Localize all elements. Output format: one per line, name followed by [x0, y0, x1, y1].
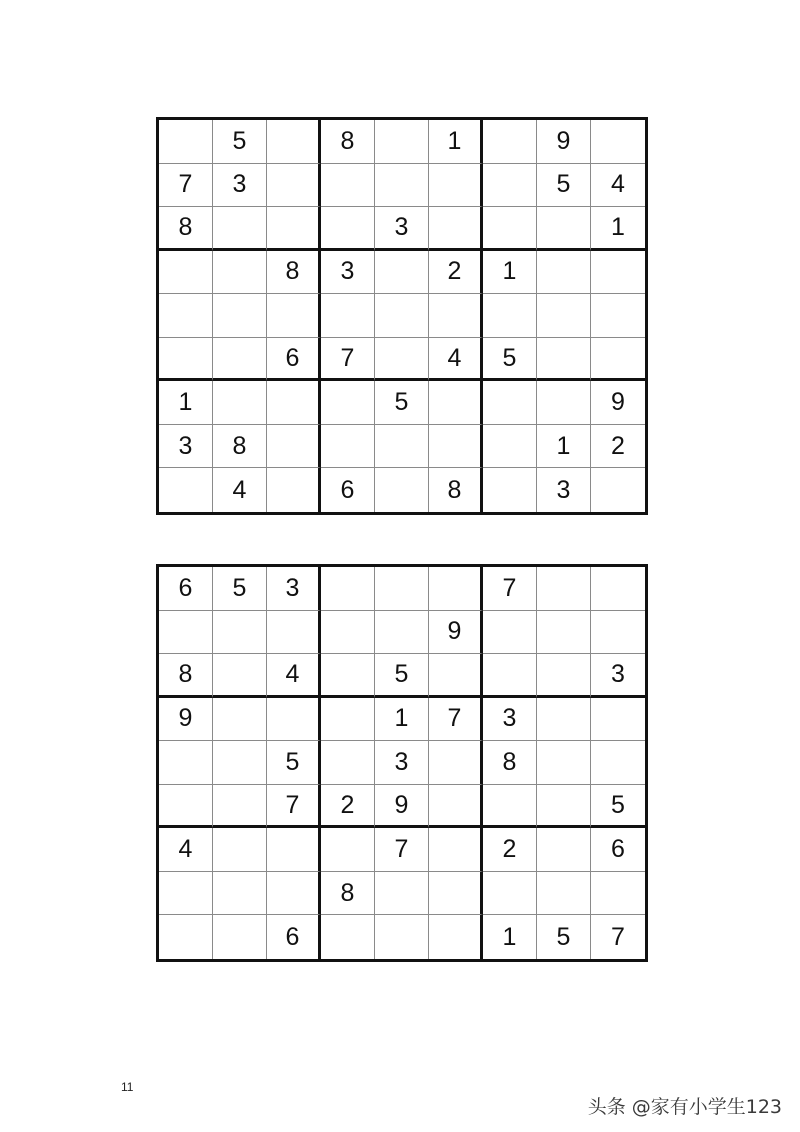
sudoku-cell: 5 [213, 567, 267, 611]
sudoku-cell [375, 120, 429, 164]
sudoku-cell: 5 [537, 164, 591, 208]
sudoku-cell [591, 698, 645, 742]
sudoku-grid-2 [156, 564, 648, 962]
sudoku-cell [159, 338, 213, 382]
sudoku-cell [375, 468, 429, 512]
sudoku-cell [375, 425, 429, 469]
sudoku-cell [591, 567, 645, 611]
sudoku-cell: 4 [159, 828, 213, 872]
sudoku-cell [213, 338, 267, 382]
sudoku-cell [321, 207, 375, 251]
sudoku-cell [321, 611, 375, 655]
sudoku-cell [321, 698, 375, 742]
sudoku-cell [537, 741, 591, 785]
sudoku-cell [375, 164, 429, 208]
sudoku-cell [321, 425, 375, 469]
sudoku-cell: 9 [591, 381, 645, 425]
sudoku-cell: 8 [321, 120, 375, 164]
sudoku-cell [429, 567, 483, 611]
sudoku-cell: 2 [591, 425, 645, 469]
sudoku-cell [483, 294, 537, 338]
sudoku-cell [429, 654, 483, 698]
sudoku-cell: 1 [375, 698, 429, 742]
sudoku-cell: 9 [537, 120, 591, 164]
sudoku-cell: 7 [611, 922, 625, 951]
sudoku-cell [483, 468, 537, 512]
sudoku-cell [213, 381, 267, 425]
sudoku-cell: 7 [375, 828, 429, 872]
sudoku-cell: 8 [429, 468, 483, 512]
sudoku-cell: 3 [267, 567, 321, 611]
sudoku-cell [375, 611, 429, 655]
sudoku-cell [267, 207, 321, 251]
sudoku-cell [267, 828, 321, 872]
sudoku-cell: 7 [159, 164, 213, 208]
sudoku-cell: 5 [483, 338, 537, 382]
sudoku-cell [591, 468, 645, 512]
sudoku-cell: 6 [267, 338, 321, 382]
sudoku-cell: 8 [159, 654, 213, 698]
sudoku-cell [483, 120, 537, 164]
sudoku-cell: 5 [375, 381, 429, 425]
sudoku-cell [159, 251, 213, 295]
sudoku-cell [375, 338, 429, 382]
sudoku-cell [591, 294, 645, 338]
sudoku-cell [429, 207, 483, 251]
sudoku-cell [213, 915, 267, 959]
sudoku-cell [483, 785, 537, 829]
sudoku-cell: 4 [213, 468, 267, 512]
sudoku-cell [483, 207, 537, 251]
sudoku-cell [213, 785, 267, 829]
sudoku-cell: 6 [159, 567, 213, 611]
sudoku-cell: 3 [591, 654, 645, 698]
sudoku-cell [537, 698, 591, 742]
sudoku-cell [429, 915, 483, 959]
sudoku-cell [213, 654, 267, 698]
sudoku-cell [267, 294, 321, 338]
sudoku-cell [483, 164, 537, 208]
sudoku-cell [213, 828, 267, 872]
sudoku-cell [537, 251, 591, 295]
sudoku-cell: 3 [321, 251, 375, 295]
sudoku-cell [483, 425, 537, 469]
sudoku-cell: 7 [321, 338, 375, 382]
sudoku-cell [267, 468, 321, 512]
sudoku-cell [537, 872, 591, 916]
sudoku-cell [429, 164, 483, 208]
sudoku-grid-1 [156, 117, 648, 515]
sudoku-cell [321, 915, 375, 959]
sudoku-cell: 6 [591, 828, 645, 872]
sudoku-cell [213, 872, 267, 916]
sudoku-cell: 1 [429, 120, 483, 164]
sudoku-cell [267, 698, 321, 742]
sudoku-cell: 5 [267, 741, 321, 785]
sudoku-cell: 1 [591, 207, 645, 251]
sudoku-cell: 3 [213, 164, 267, 208]
sudoku-cell [375, 915, 429, 959]
sudoku-cell: 8 [483, 741, 537, 785]
sudoku-cell [321, 164, 375, 208]
sudoku-cell [483, 872, 537, 916]
sudoku-cell: 1 [159, 381, 213, 425]
sudoku-cell [267, 381, 321, 425]
sudoku-cell [321, 741, 375, 785]
sudoku-cell [537, 207, 591, 251]
sudoku-cell: 1 [483, 251, 537, 295]
sudoku-cell [321, 567, 375, 611]
sudoku-cell [429, 425, 483, 469]
sudoku-cell [483, 654, 537, 698]
sudoku-cell: 6 [321, 468, 375, 512]
sudoku-cell [537, 654, 591, 698]
sudoku-cell [321, 828, 375, 872]
sudoku-cell [321, 654, 375, 698]
sudoku-cell [429, 828, 483, 872]
sudoku-cell [213, 294, 267, 338]
sudoku-cell [429, 294, 483, 338]
sudoku-cell [213, 207, 267, 251]
sudoku-cell [537, 785, 591, 829]
sudoku-cell [213, 251, 267, 295]
sudoku-cell [375, 251, 429, 295]
sudoku-cell: 3 [537, 468, 591, 512]
sudoku-cell [483, 381, 537, 425]
sudoku-cell: 2 [429, 251, 483, 295]
sudoku-cell [591, 872, 645, 916]
sudoku-cell [537, 611, 591, 655]
sudoku-cell [159, 872, 213, 916]
sudoku-cell: 3 [483, 698, 537, 742]
sudoku-cell [159, 741, 213, 785]
sudoku-cell: 3 [375, 741, 429, 785]
sudoku-cell [375, 294, 429, 338]
sudoku-cell [591, 338, 645, 382]
sudoku-cell [213, 741, 267, 785]
sudoku-cell [159, 611, 213, 655]
sudoku-cell: 7 [483, 567, 537, 611]
sudoku-cell: 3 [159, 425, 213, 469]
sudoku-cell: 8 [159, 207, 213, 251]
page-number: 11 [121, 1080, 134, 1094]
sudoku-cell: 8 [213, 425, 267, 469]
sudoku-cell [159, 120, 213, 164]
sudoku-cell [591, 741, 645, 785]
sudoku-cell [159, 294, 213, 338]
sudoku-cell: 8 [267, 251, 321, 295]
sudoku-cell: 9 [159, 698, 213, 742]
sudoku-cell [213, 611, 267, 655]
sudoku-cell [537, 828, 591, 872]
sudoku-cell [537, 381, 591, 425]
sudoku-cell: 5 [213, 120, 267, 164]
sudoku-cell: 4 [267, 654, 321, 698]
sudoku-cell: 7 [267, 785, 321, 829]
sudoku-cell [537, 294, 591, 338]
sudoku-cell: 5 [375, 654, 429, 698]
sudoku-cell [429, 872, 483, 916]
sudoku-cell: 4 [429, 338, 483, 382]
sudoku-cell: 7 [429, 698, 483, 742]
sudoku-cell [267, 872, 321, 916]
sudoku-cell: 6 [267, 915, 321, 959]
sudoku-cell: 4 [591, 164, 645, 208]
sudoku-cell [267, 425, 321, 469]
sudoku-cell [591, 251, 645, 295]
sudoku-cell [321, 294, 375, 338]
sudoku-cell: 5 [537, 915, 591, 959]
sudoku-cell [591, 611, 645, 655]
sudoku-cell [591, 120, 645, 164]
sudoku-cell [267, 611, 321, 655]
sudoku-cell: 9 [429, 611, 483, 655]
sudoku-cell [267, 164, 321, 208]
watermark: 头条 @家有小学生123 [587, 1096, 782, 1118]
sudoku-cell: 9 [375, 785, 429, 829]
sudoku-cell [375, 567, 429, 611]
sudoku-cell [429, 381, 483, 425]
sudoku-cell [537, 338, 591, 382]
sudoku-cell: 2 [321, 785, 375, 829]
sudoku-cell: 1 [483, 915, 537, 959]
sudoku-cell [537, 567, 591, 611]
sudoku-cell [213, 698, 267, 742]
sudoku-cell [429, 785, 483, 829]
sudoku-cell [159, 785, 213, 829]
sudoku-cell [267, 120, 321, 164]
sudoku-cell: 1 [537, 425, 591, 469]
sudoku-cell [159, 468, 213, 512]
sudoku-cell: 2 [483, 828, 537, 872]
sudoku-cell [321, 381, 375, 425]
sudoku-cell: 5 [591, 785, 645, 829]
sudoku-cell [483, 611, 537, 655]
sudoku-cell: 8 [321, 872, 375, 916]
sudoku-cell [429, 741, 483, 785]
sudoku-cell [375, 872, 429, 916]
sudoku-cell [159, 915, 213, 959]
sudoku-cell: 3 [375, 207, 429, 251]
